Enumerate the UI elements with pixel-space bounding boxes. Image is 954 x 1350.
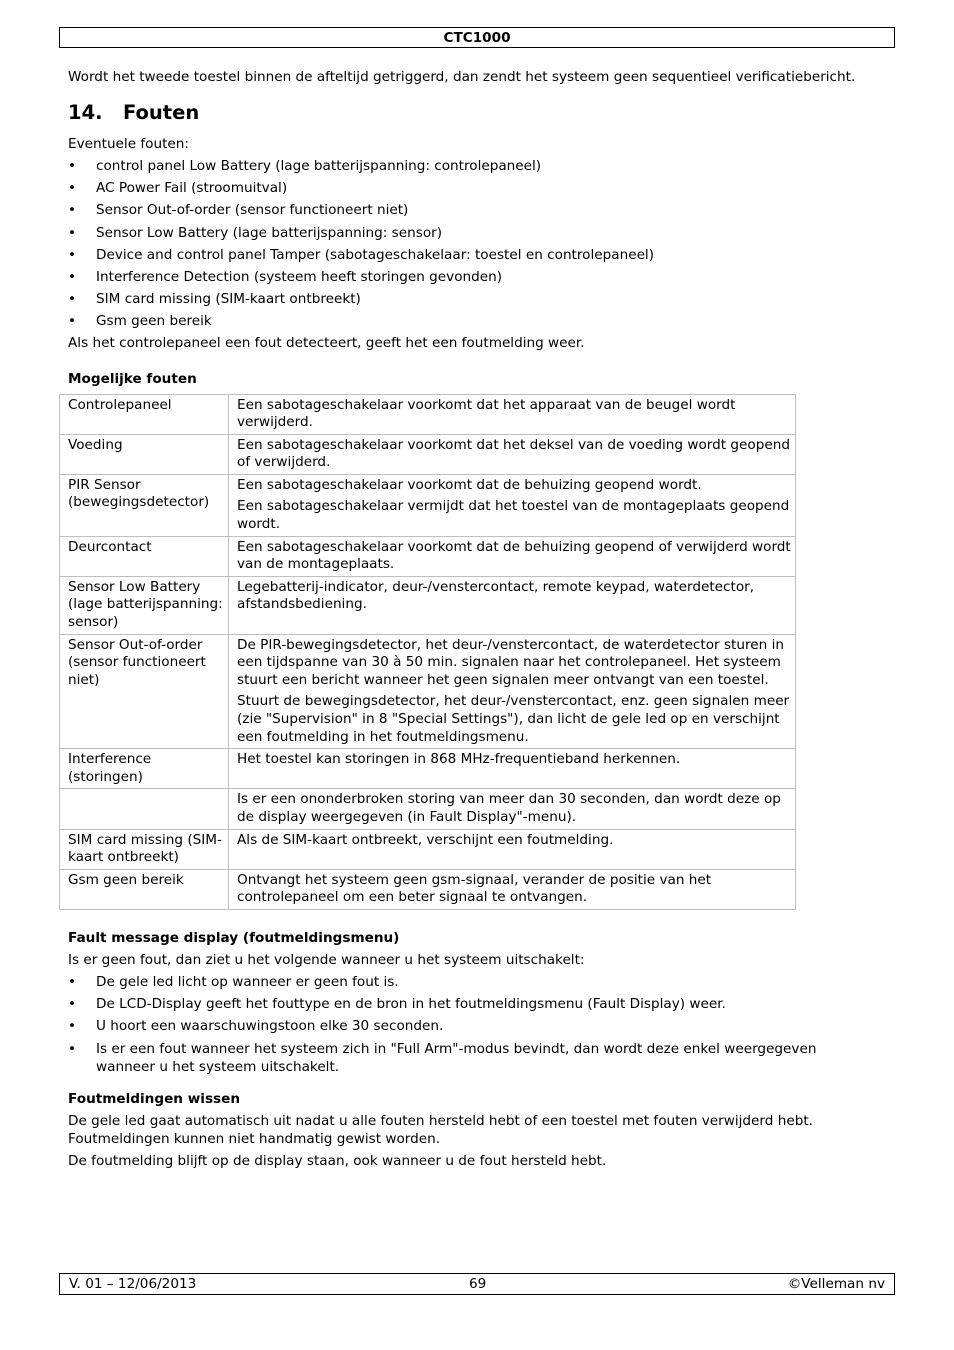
fault-description-text: Is er een ononderbroken storing van meer dan 30 seconden, dan wordt deze op de display weergegeven (in Fault Display"-menu). xyxy=(237,791,781,825)
fault-display-item: • Is er een fout wanneer het systeem zich in "Full Arm"-modus bevindt, dan wordt deze enkel weergegeven wanneer u het systeem uitschakelt. xyxy=(68,1040,878,1076)
fault-description-text: Een sabotageschakelaar voorkomt dat de behuizing geopend wordt. xyxy=(237,476,702,493)
fault-description-cell xyxy=(229,474,796,536)
table-row xyxy=(60,394,796,434)
fault-name-cell: Interference (storingen) xyxy=(60,749,229,789)
fault-display-item: • De gele led licht op wanneer er geen fout is. xyxy=(68,973,878,991)
fault-description-text: Het toestel kan storingen in 868 MHz-frequentieband herkennen. xyxy=(237,751,681,768)
table-row xyxy=(60,434,796,474)
footer-version: V. 01 – 12/06/2013 xyxy=(69,1276,197,1292)
table-row xyxy=(60,829,796,869)
table-row xyxy=(60,536,796,576)
fault-description-cell xyxy=(229,829,796,869)
clear-paragraph-1: De gele led gaat automatisch uit nadat u alle fouten hersteld hebt of een toestel met fouten verwijderd hebt. Foutmeldingen kunnen niet handmatig gewist worden. xyxy=(68,1112,813,1147)
section-number: 14. xyxy=(68,101,103,124)
fault-list-item: • Gsm geen bereik xyxy=(68,312,878,330)
faults-list xyxy=(68,157,878,330)
fault-description-text: Een sabotageschakelaar voorkomt dat het deksel van de voeding wordt geopend of verwijderd. xyxy=(237,436,790,471)
fault-description-text: Stuurt de bewegingsdetector, het deur-/venstercontact, enz. geen signalen meer (zie "Supervision" in 8 "Special Settings"), dan licht de gele led op en verschijnt een foutmelding in het foutmeldingsmenu. xyxy=(237,693,790,745)
fault-description-text: Een sabotageschakelaar voorkomt dat de behuizing geopend of verwijderd wordt van de montageplaats. xyxy=(237,538,791,573)
table-row xyxy=(60,634,796,749)
fault-display-lead: Is er geen fout, dan ziet u het volgende wanneer u het systeem uitschakelt: xyxy=(68,951,585,968)
page-footer xyxy=(59,1273,895,1295)
fault-list-item: • control panel Low Battery (lage batterijspanning: controlepaneel) xyxy=(68,157,878,175)
footer-copyright: ©Velleman nv xyxy=(787,1276,885,1292)
table-row xyxy=(60,789,796,829)
faults-lead: Eventuele fouten: xyxy=(68,136,189,152)
fault-description-text: Een sabotageschakelaar vermijdt dat het toestel van de montageplaats geopend wordt. xyxy=(237,498,790,533)
table-row xyxy=(60,474,796,536)
faults-after: Als het controlepaneel een fout detecteert, geeft het een foutmelding weer. xyxy=(68,334,585,351)
fault-name-cell: Sensor Out-of-order (sensor functioneert niet) xyxy=(60,634,229,749)
clear-heading: Foutmeldingen wissen xyxy=(68,1090,241,1107)
table-row xyxy=(60,749,796,789)
fault-name-cell: Voeding xyxy=(60,434,229,474)
fault-description-text: Ontvangt het systeem geen gsm-signaal, verander de positie van het controlepaneel om een beter signaal te ontvangen. xyxy=(237,871,712,906)
fault-description-cell xyxy=(229,394,796,434)
page-header xyxy=(59,27,895,48)
footer-page-number: 69 xyxy=(469,1276,487,1292)
fault-description-text: Als de SIM-kaart ontbreekt, verschijnt een foutmelding. xyxy=(237,831,614,848)
fault-list-item: • Interference Detection (systeem heeft storingen gevonden) xyxy=(68,268,878,286)
fault-description-cell xyxy=(229,634,796,749)
fault-name-cell: PIR Sensor (bewegingsdetector) xyxy=(60,474,229,536)
fault-description-text: Een sabotageschakelaar voorkomt dat het apparaat van de beugel wordt verwijderd. xyxy=(237,396,736,431)
fault-list-item: • SIM card missing (SIM-kaart ontbreekt) xyxy=(68,290,878,308)
fault-description-text: De PIR-bewegingsdetector, het deur-/venstercontact, de waterdetector sturen in een tijdspanne van 30 à 50 min. signalen naar het controlepaneel. Het systeem stuurt een bericht wanneer het geen signalen meer ontvangt van een toestel. xyxy=(237,636,784,688)
fault-description-cell xyxy=(229,789,796,829)
fault-description-text: Legebatterij-indicator, deur-/venstercontact, remote keypad, waterdetector, afstandsbediening. xyxy=(237,578,755,613)
fault-description-cell xyxy=(229,869,796,909)
fault-list-item: • AC Power Fail (stroomuitval) xyxy=(68,179,878,197)
section-title: Fouten xyxy=(123,101,200,124)
clear-paragraph-2: De foutmelding blijft op de display staan, ook wanneer u de fout hersteld hebt. xyxy=(68,1152,607,1169)
fault-description-cell xyxy=(229,749,796,789)
header-title: CTC1000 xyxy=(443,30,511,46)
faults-table xyxy=(59,394,796,910)
fault-name-cell: Sensor Low Battery (lage batterijspanning: sensor) xyxy=(60,576,229,634)
section-heading xyxy=(68,101,878,125)
fault-name-cell: SIM card missing (SIM-kaart ontbreekt) xyxy=(60,829,229,869)
fault-list-item: • Device and control panel Tamper (sabotageschakelaar: toestel en controlepaneel) xyxy=(68,246,878,264)
fault-display-list xyxy=(68,973,878,1076)
fault-display-heading: Fault message display (foutmeldingsmenu) xyxy=(68,929,400,946)
page-content xyxy=(68,68,878,1170)
intro-paragraph: Wordt het tweede toestel binnen de afteltijd getriggerd, dan zendt het systeem geen sequentieel verificatiebericht. xyxy=(68,69,856,85)
fault-description-cell xyxy=(229,536,796,576)
fault-list-item: • Sensor Low Battery (lage batterijspanning: sensor) xyxy=(68,224,878,242)
fault-description-cell xyxy=(229,434,796,474)
fault-description-cell xyxy=(229,576,796,634)
table-heading: Mogelijke fouten xyxy=(68,370,197,387)
fault-display-item: • U hoort een waarschuwingstoon elke 30 seconden. xyxy=(68,1017,878,1035)
fault-list-item: • Sensor Out-of-order (sensor functioneert niet) xyxy=(68,201,878,219)
fault-name-cell xyxy=(60,789,229,829)
fault-name-cell: Gsm geen bereik xyxy=(60,869,229,909)
fault-name-cell: Deurcontact xyxy=(60,536,229,576)
fault-display-item: • De LCD-Display geeft het fouttype en de bron in het foutmeldingsmenu (Fault Display) weer. xyxy=(68,995,878,1013)
table-row xyxy=(60,869,796,909)
table-row xyxy=(60,576,796,634)
fault-name-cell: Controlepaneel xyxy=(60,394,229,434)
